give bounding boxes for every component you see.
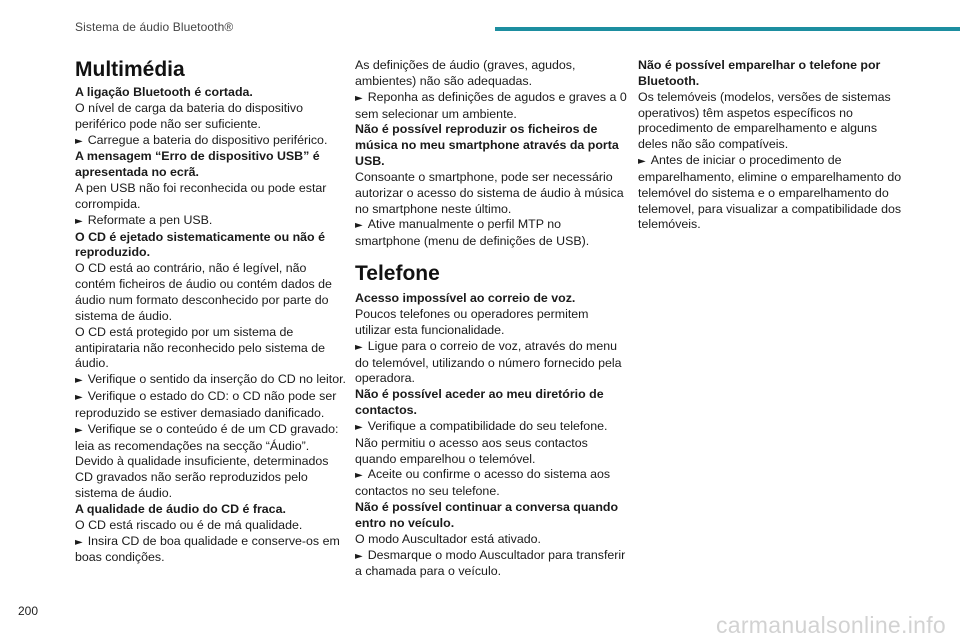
paragraph-text: Ligue para o correio de voz, através do menu do telemóvel, utilizando o número fornecido pela operadora. [355, 338, 622, 386]
paragraph-text: Acesso impossível ao correio de voz. [355, 291, 576, 306]
watermark: carmanualsonline.info [715, 612, 946, 638]
paragraph-text: O CD está ao contrário, não é legível, não contém ficheiros de áudio ou contém dados de áudio num formato desconhecido por parte do sistema de áudio. [75, 261, 332, 323]
paragraph-text: A mensagem “Erro de dispositivo USB” é apresentada no ecrã. [75, 149, 320, 180]
bullet-arrow-icon: ► [75, 135, 83, 147]
bullet-arrow-icon: ► [355, 220, 363, 232]
running-header: Sistema de áudio Bluetooth® [75, 20, 234, 34]
paragraph [355, 58, 627, 90]
bullet-arrow-icon: ► [355, 421, 363, 433]
bullet-arrow-icon: ► [355, 92, 363, 104]
paragraph-text: O CD está protegido por um sistema de antipirataria não reconhecido pelo sistema de áudio. [75, 324, 326, 371]
instruction-item [355, 419, 627, 436]
paragraph-text: Devido à qualidade insuficiente, determinados CD gravados não serão reproduzidos pelo sistema de áudio. [75, 454, 329, 501]
question-heading [638, 58, 910, 90]
question-heading [355, 500, 627, 532]
paragraph-text: Consoante o smartphone, pode ser necessário autorizar o acesso do sistema de áudio à música no smartphone neste último. [355, 169, 624, 216]
paragraph [75, 181, 347, 213]
paragraph-text: A ligação Bluetooth é cortada. [75, 85, 253, 99]
question-heading [75, 85, 347, 101]
question-heading [75, 230, 347, 262]
bullet-arrow-icon: ► [355, 550, 363, 562]
paragraph-text: Ative manualmente o perfil MTP no smartphone (menu de definições de USB). [355, 217, 590, 249]
paragraph-text: Reponha as definições de agudos e graves a 0 sem selecionar um ambiente. [355, 89, 627, 121]
bullet-arrow-icon: ► [75, 536, 83, 548]
paragraph [355, 307, 627, 339]
paragraph [75, 261, 347, 324]
section-title-multimedia: Multimédia [75, 58, 185, 81]
column-right [638, 58, 910, 233]
paragraph-text: Reformate a pen USB. [87, 212, 213, 227]
paragraph-text: Insira CD de boa qualidade e conserve-os em boas condições. [75, 533, 340, 565]
paragraph-text: Verifique se o conteúdo é de um CD gravado: leia as recomendações na secção “Áudio”. [75, 421, 339, 453]
header-accent-bar [495, 27, 960, 31]
paragraph [75, 101, 347, 133]
instruction-item [355, 467, 627, 500]
section-title-telefone: Telefone [355, 262, 440, 286]
paragraph [75, 325, 347, 373]
paragraph-text: Desmarque o modo Auscultador para transferir a chamada para o veículo. [355, 547, 626, 579]
paragraph [355, 532, 627, 548]
paragraph-text: O CD é ejetado sistematicamente ou não é reproduzido. [75, 229, 325, 260]
paragraph-text: Os telemóveis (modelos, versões de sistemas operativos) têm aspetos específicos no procedimento de emparelhamento e alguns deles não são compatíveis. [638, 89, 891, 152]
bullet-arrow-icon: ► [75, 215, 83, 227]
paragraph-text: Verifique o estado do CD: o CD não pode ser reproduzido se estiver demasiado danificado. [75, 389, 337, 420]
multimedia-body [75, 85, 347, 566]
question-heading [355, 387, 627, 419]
question-heading [75, 149, 347, 181]
bullet-arrow-icon: ► [355, 341, 363, 353]
paragraph-text: A pen USB não foi reconhecida ou pode estar corrompida. [75, 181, 327, 211]
paragraph-text: O CD está riscado ou é de má qualidade. [75, 517, 303, 532]
paragraph-text: O modo Auscultador está ativado. [355, 531, 541, 546]
paragraph [75, 454, 347, 502]
paragraph-text: Verifique a compatibilidade do seu telefone. [367, 418, 608, 433]
question-heading [75, 502, 347, 518]
paragraph-text: Não é possível continuar a conversa quando entro no veículo. [355, 500, 619, 530]
paragraph-text: Não é possível aceder ao meu diretório de contactos. [355, 387, 604, 418]
paragraph [355, 436, 627, 468]
bullet-arrow-icon: ► [75, 392, 83, 404]
instruction-item [75, 389, 347, 422]
instruction-item [638, 153, 910, 233]
telefone-body-continued [638, 58, 910, 233]
bullet-arrow-icon: ► [75, 424, 83, 436]
paragraph-text: Antes de iniciar o procedimento de emparelhamento, elimine o emparelhamento do telemóvel do sistema e o emparelhamento do telemovel, para visualizar a compatibilidade dos telemóveis. [638, 153, 902, 232]
bullet-arrow-icon: ► [355, 470, 363, 482]
paragraph-text: Não permitiu o acesso aos seus contactos quando emparelhou o telemóvel. [355, 435, 588, 466]
instruction-item [355, 548, 627, 581]
instruction-item [355, 217, 627, 250]
question-heading [355, 122, 627, 170]
paragraph-text: A qualidade de áudio do CD é fraca. [75, 501, 286, 516]
multimedia-body-continued [355, 58, 627, 250]
bullet-arrow-icon: ► [638, 156, 646, 168]
paragraph-text: Verifique o sentido da inserção do CD no leitor. [87, 372, 346, 387]
paragraph-text: As definições de áudio (graves, agudos, ambientes) não são adequadas. [355, 58, 576, 88]
page-number: 200 [18, 604, 39, 618]
paragraph [638, 90, 910, 153]
column-left [75, 56, 347, 566]
paragraph-text: Não é possível reproduzir os ficheiros de música no meu smartphone através da porta USB. [355, 122, 619, 169]
instruction-item [75, 213, 347, 230]
instruction-item [355, 339, 627, 388]
paragraph-text: O nível de carga da bateria do dispositivo periférico pode não ser suficiente. [75, 100, 303, 131]
instruction-item [355, 90, 627, 123]
paragraph [355, 170, 627, 218]
paragraph-text: Carregue a bateria do dispositivo periférico. [87, 132, 328, 147]
instruction-item [75, 372, 347, 389]
paragraph-text: Poucos telefones ou operadores permitem utilizar esta funcionalidade. [355, 306, 589, 337]
paragraph-text: Aceite ou confirme o acesso do sistema aos contactos no seu telefone. [355, 467, 611, 499]
paragraph [75, 518, 347, 534]
question-heading [355, 291, 627, 307]
instruction-item [75, 422, 347, 455]
column-middle [355, 58, 627, 580]
paragraph-text: Não é possível emparelhar o telefone por Bluetooth. [638, 58, 881, 88]
instruction-item [75, 133, 347, 150]
bullet-arrow-icon: ► [75, 375, 83, 387]
telefone-body [355, 291, 627, 580]
instruction-item [75, 534, 347, 567]
